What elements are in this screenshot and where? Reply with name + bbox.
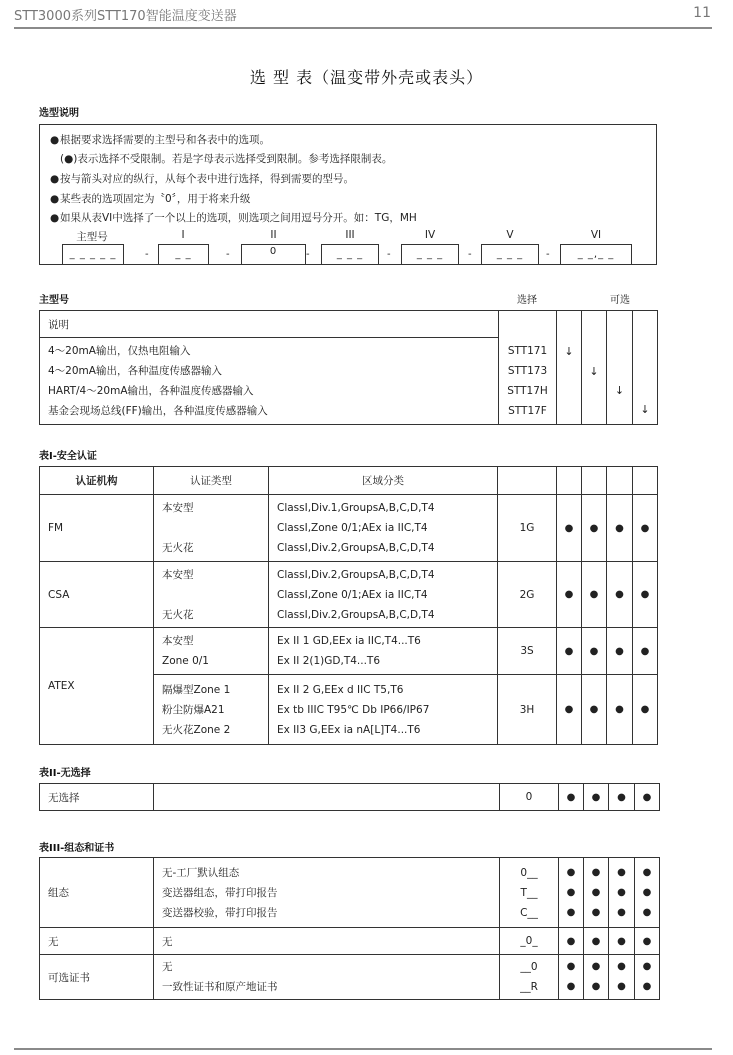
arrow-down-icon: ↓ [640, 403, 650, 416]
table-row [40, 562, 658, 628]
table-row [40, 955, 660, 1000]
dot-icon: ● [582, 628, 607, 675]
dot-icon: ● [633, 628, 658, 675]
agency: FM [40, 495, 154, 562]
note-line [50, 171, 354, 186]
empty-header [557, 467, 582, 495]
table-row [40, 858, 660, 928]
zone: Ex II 2(1)GD,T4...T6 [277, 655, 381, 667]
code-label-2: II [270, 229, 277, 241]
selection-notes-box [39, 124, 657, 265]
empty-header [633, 467, 658, 495]
group-name: 可选证书 [40, 955, 154, 1000]
items [154, 858, 500, 928]
empty-header [498, 467, 557, 495]
empty-header [582, 467, 607, 495]
dot-icon: ● [642, 961, 652, 972]
arrow-col-4 [633, 311, 658, 425]
dot-col [559, 858, 584, 928]
dot-col [609, 955, 635, 1000]
cert-types [154, 628, 269, 675]
dot-col [635, 858, 660, 928]
zone: Ex II 1 GD,EEx ia IIC,T4...T6 [277, 635, 421, 647]
cert-type: 粉尘防爆A21 [162, 703, 225, 716]
cert-types [154, 675, 269, 745]
code-separator: - [226, 249, 230, 260]
bullet-icon: ● [50, 134, 60, 146]
zone: ClassI,Zone 0/1;AEx ia IIC,T4 [277, 588, 428, 601]
arrow-col-3 [607, 311, 633, 425]
zones [269, 628, 498, 675]
arrow-col-1 [557, 311, 582, 425]
cert-type: 本安型 [162, 635, 194, 647]
option-code: 3H [498, 675, 557, 745]
dot-icon: ● [557, 562, 582, 628]
zones [269, 495, 498, 562]
item: 无 [154, 928, 500, 955]
dot-icon: ● [642, 981, 652, 992]
dot-icon: ● [617, 866, 626, 878]
header-type: 认证类型 [154, 467, 269, 495]
cert-type: Zone 0/1 [162, 655, 209, 667]
option-code: C__ [520, 906, 538, 919]
desc-cell [40, 338, 499, 425]
zone: ClassI,Div.1,GroupsA,B,C,D,T4 [277, 502, 435, 514]
code-label-1: I [181, 229, 185, 241]
dot-icon: ● [633, 675, 658, 745]
model-desc: 基金会现场总线(FF)输出，各种温度传感器输入 [48, 405, 268, 417]
dot-icon: ● [617, 961, 626, 972]
table-row [40, 628, 658, 675]
dot-icon: ● [557, 628, 582, 675]
cert-types [154, 495, 269, 562]
dot-icon: ● [582, 562, 607, 628]
table-row [40, 928, 660, 955]
item: 变送器校验，带打印报告 [162, 906, 278, 919]
note-line [50, 132, 270, 147]
item: 一致性证书和原产地证书 [162, 981, 278, 993]
cert-type: 本安型 [162, 568, 194, 581]
code-separator: - [145, 249, 149, 260]
dot-icon: ● [617, 981, 626, 992]
group-name: 无 [40, 928, 154, 955]
model-code: STT173 [507, 364, 548, 377]
header-agency: 认证机构 [40, 467, 154, 495]
cert-type: 隔爆型Zone 1 [162, 683, 231, 696]
zone: Ex II 2 G,EEx d IIC T5,T6 [277, 683, 404, 696]
dot-icon: ● [566, 866, 576, 878]
dot-icon: ● [607, 495, 633, 562]
zones [269, 675, 498, 745]
code-field-6: _ _,_ _ [560, 244, 632, 264]
option-code: 0__ [520, 866, 538, 879]
table2-label: 表II-无选择 [39, 768, 91, 779]
cert-types [154, 562, 269, 628]
selection-notes-label: 选型说明 [39, 108, 79, 119]
main-model-label: 主型号 [39, 295, 69, 306]
code-label-4: IV [424, 229, 436, 241]
option-code: 1G [498, 495, 557, 562]
code-field-1: _ _ [158, 244, 209, 264]
dot-icon: ● [566, 906, 576, 918]
codes [500, 858, 559, 928]
cert-type: 无火花 [162, 608, 194, 621]
arrow-col-2 [582, 311, 607, 425]
code-field-5: _ _ _ [481, 244, 539, 264]
arrow-down-icon: ↓ [614, 384, 625, 397]
zone: Ex II3 G,EEx ia nA[L]T4...T6 [277, 723, 421, 736]
option-desc [154, 784, 500, 811]
dot-icon: ● [642, 906, 652, 918]
agency: CSA [40, 562, 154, 628]
code-label-6: VI [590, 229, 602, 241]
select-header: 选择 [517, 295, 537, 306]
option-name: 无选择 [40, 784, 154, 811]
table1-label: 表I-安全认证 [39, 451, 97, 462]
model-code: STT171 [507, 344, 548, 357]
option-code: _0_ [500, 928, 559, 955]
dot-col [584, 955, 609, 1000]
dot-icon: ● [633, 495, 658, 562]
dot-icon: ● [566, 981, 576, 992]
option-code: __0 [520, 961, 538, 973]
dot-icon: ● [557, 675, 582, 745]
model-desc: 4～20mA输出，各种温度传感器输入 [48, 365, 222, 377]
zone: ClassI,Div.2,GroupsA,B,C,D,T4 [277, 568, 435, 581]
option-code: 0 [500, 784, 559, 811]
arrow-down-icon: ↓ [564, 345, 574, 358]
code-field-main: _ _ _ _ _ [62, 244, 124, 264]
model-desc: 4～20mA输出，仅热电阻输入 [48, 345, 191, 357]
dot-icon: ● [633, 562, 658, 628]
code-separator: - [546, 249, 550, 260]
page-number: 11 [693, 5, 711, 21]
note-text: 根据要求选择需要的主型号和各表中的选项。 [60, 134, 270, 146]
bullet-icon: ● [50, 173, 60, 185]
dot-icon: ● [591, 961, 601, 972]
cert-type: 本安型 [162, 502, 194, 514]
note-text: 按与箭头对应的纵行，从每个表中进行选择，得到需要的型号。 [60, 173, 354, 185]
table3-label: 表III-组态和证书 [39, 843, 115, 854]
arrow-down-icon: ↓ [589, 365, 599, 378]
note-text: 某些表的选项固定为〝0〞，用于将来升级 [60, 193, 251, 205]
dot-icon: ● [642, 886, 652, 898]
bullet-icon: ● [50, 212, 60, 224]
dot-icon: ● [557, 495, 582, 562]
table-row [40, 784, 660, 811]
cert-type: 无火花 [162, 542, 194, 554]
dot-icon: ● [591, 886, 601, 898]
item: 无-工厂默认组态 [162, 866, 240, 879]
code-separator: - [468, 249, 472, 260]
table-row [40, 495, 658, 562]
zones [269, 562, 498, 628]
main-model-table [39, 310, 658, 425]
dot-icon: ● [617, 906, 626, 918]
dot-icon: ● [582, 675, 607, 745]
code-label-main: 主型号 [76, 231, 108, 243]
code-column [499, 311, 557, 425]
table3 [39, 857, 660, 1000]
code-separator: - [306, 249, 310, 260]
note-text: (●)表示选择不受限制。若是字母表示选择受到限制。参考选择限制表。 [60, 153, 393, 165]
empty-header [607, 467, 633, 495]
dot-icon: ● [566, 886, 576, 898]
dot-icon: ● [607, 562, 633, 628]
dot-col [609, 858, 635, 928]
code-separator: - [387, 249, 391, 260]
group-name: 组态 [40, 858, 154, 928]
note-line [50, 191, 250, 206]
dot-icon: ● [609, 928, 635, 955]
document-header-title: STT3000系列STT170智能温度变送器 [14, 9, 237, 24]
dot-icon: ● [591, 866, 601, 878]
note-line [50, 151, 392, 166]
dot-icon: ● [584, 928, 609, 955]
item: 变送器组态，带打印报告 [162, 886, 278, 899]
cert-type [162, 518, 268, 538]
dot-col [559, 955, 584, 1000]
cert-type: 无火花Zone 2 [162, 723, 231, 736]
items [154, 955, 500, 1000]
model-code: STT17H [507, 384, 548, 397]
dot-icon: ● [607, 675, 633, 745]
dot-icon: ● [607, 628, 633, 675]
header-divider [14, 27, 712, 29]
option-code: __R [520, 981, 538, 993]
page-title: 选 型 表（温变带外壳或表头） [249, 68, 484, 87]
item: 无 [162, 961, 173, 973]
optional-header: 可选 [610, 295, 630, 306]
dot-icon: ● [642, 866, 652, 878]
cert-type [162, 585, 268, 605]
dot-icon: ● [559, 928, 584, 955]
code-label-5: V [506, 229, 514, 241]
model-code: STT17F [508, 404, 547, 417]
zone: ClassI,Div.2,GroupsA,B,C,D,T4 [277, 608, 435, 621]
note-line [50, 210, 417, 225]
codes [500, 955, 559, 1000]
dot-icon: ● [591, 981, 601, 992]
dot-icon: ● [559, 784, 584, 811]
option-code: 2G [498, 562, 557, 628]
code-field-3: _ _ _ [321, 244, 379, 264]
table1 [39, 466, 658, 745]
agency: ATEX [40, 628, 154, 745]
table2 [39, 783, 660, 811]
code-label-3: III [345, 229, 355, 241]
dot-icon: ● [566, 961, 576, 972]
footer-divider [14, 1048, 712, 1050]
note-text: 如果从表VI中选择了一个以上的选项，则选项之间用逗号分开。如：TG，MH [60, 212, 417, 224]
dot-col [635, 955, 660, 1000]
option-code: 3S [498, 628, 557, 675]
dot-icon: ● [591, 906, 601, 918]
dot-col [584, 858, 609, 928]
bullet-icon: ● [50, 193, 60, 205]
dot-icon: ● [635, 784, 660, 811]
zone: Ex tb IIIC T95℃ Db IP66/IP67 [277, 703, 430, 716]
desc-header: 说明 [40, 311, 499, 338]
dot-icon: ● [635, 928, 660, 955]
dot-icon: ● [609, 784, 635, 811]
dot-icon: ● [584, 784, 609, 811]
code-field-4: _ _ _ [401, 244, 459, 264]
option-code: T__ [520, 886, 538, 899]
dot-icon: ● [617, 886, 626, 898]
model-desc: HART/4～20mA输出，各种温度传感器输入 [48, 385, 254, 397]
code-field-2: 0 [241, 244, 306, 264]
zone: ClassI,Zone 0/1;AEx ia IIC,T4 [277, 522, 428, 534]
dot-icon: ● [582, 495, 607, 562]
header-zone: 区域分类 [269, 467, 498, 495]
zone: ClassI,Div.2,GroupsA,B,C,D,T4 [277, 542, 435, 554]
